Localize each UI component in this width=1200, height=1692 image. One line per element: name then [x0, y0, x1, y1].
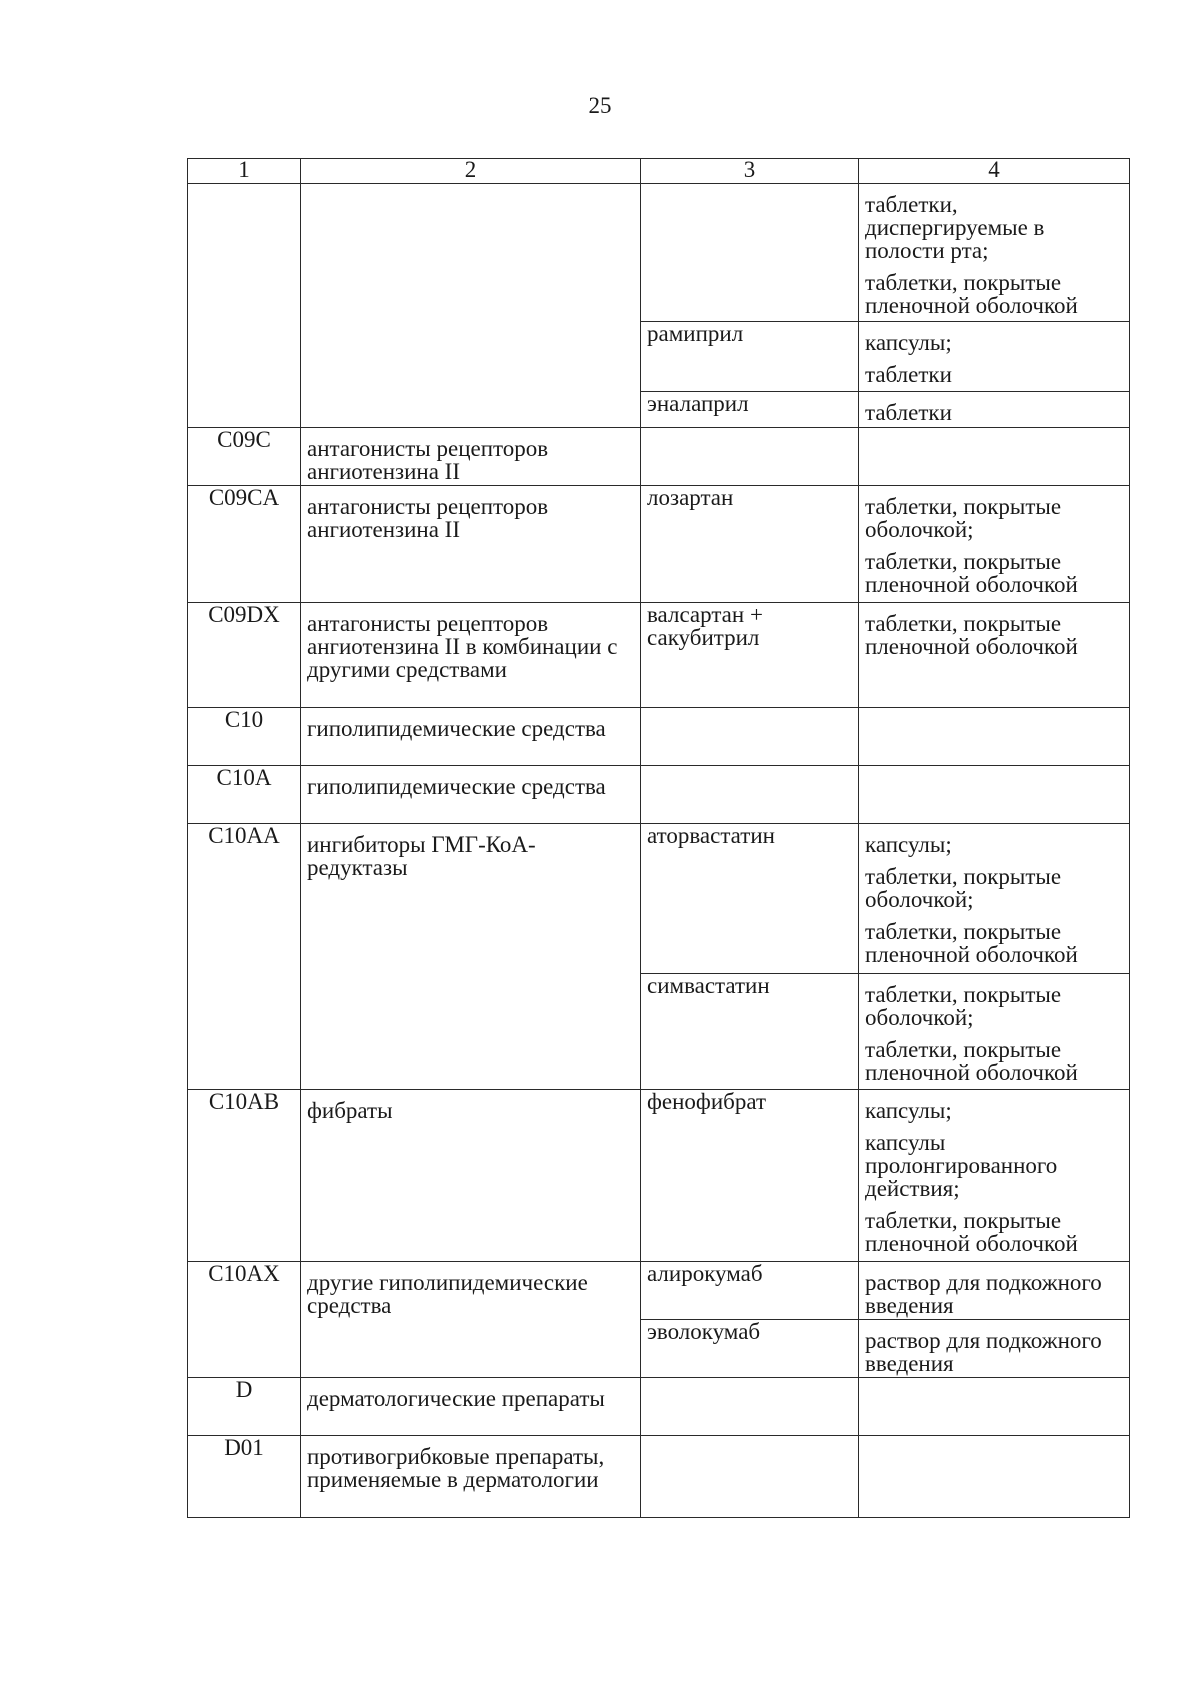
dosage-form: раствор для подкожного введения	[865, 1328, 1102, 1376]
dosage-forms-cell	[859, 1436, 1130, 1518]
atc-name-cell	[301, 766, 641, 824]
dosage-form: таблетки, покрытые пленочной оболочкой	[865, 919, 1078, 967]
atc-name: гиполипидемические средства	[307, 716, 606, 741]
column-header: 1	[188, 159, 301, 184]
inn-cell: аторвастатин	[641, 824, 859, 974]
dosage-forms-cell	[859, 1090, 1130, 1262]
table-row	[188, 1436, 1130, 1518]
dosage-forms-cell	[859, 392, 1130, 428]
atc-name-cell	[301, 1090, 641, 1262]
dosage-form: таблетки, покрытые оболочкой;	[865, 494, 1062, 542]
atc-name: дерматологические препараты	[307, 1386, 605, 1411]
dosage-form: таблетки, диспергируемые в полости рта;	[865, 192, 1045, 263]
atc-name-cell	[301, 428, 641, 486]
atc-code-cell: C09DX	[188, 603, 301, 708]
table-row	[188, 1090, 1130, 1262]
atc-name: гиполипидемические средства	[307, 774, 606, 799]
inn-cell	[641, 1436, 859, 1518]
inn-cell: алирокумаб	[641, 1262, 859, 1320]
dosage-forms-cell	[859, 824, 1130, 974]
inn-cell	[641, 1378, 859, 1436]
atc-name: другие гиполипидемические средства	[307, 1270, 588, 1318]
dosage-forms-cell	[859, 428, 1130, 486]
table-header-row	[188, 159, 1130, 184]
dosage-form: таблетки, покрытые пленочной оболочкой	[865, 270, 1078, 318]
column-header: 2	[301, 159, 641, 184]
atc-code-cell	[188, 184, 301, 428]
atc-name-cell	[301, 1378, 641, 1436]
table-row	[188, 708, 1130, 766]
inn-cell	[641, 708, 859, 766]
dosage-forms-cell	[859, 603, 1130, 708]
page-number: 25	[588, 93, 612, 118]
inn-cell: эволокумаб	[641, 1320, 859, 1378]
atc-name-cell	[301, 1262, 641, 1378]
dosage-forms-cell	[859, 184, 1130, 322]
atc-code-cell: C10AB	[188, 1090, 301, 1262]
dosage-forms-cell	[859, 1378, 1130, 1436]
dosage-form: таблетки, покрытые пленочной оболочкой	[865, 1037, 1078, 1085]
atc-name-cell	[301, 824, 641, 1090]
dosage-form: раствор для подкожного введения	[865, 1270, 1102, 1318]
atc-name: противогрибковые препараты, применяемые в дерматологии	[307, 1444, 605, 1492]
atc-code-cell: C10	[188, 708, 301, 766]
table-row	[188, 1262, 1130, 1320]
dosage-form: капсулы;	[865, 832, 952, 857]
atc-code-cell: C10AA	[188, 824, 301, 1090]
inn-cell: эналаприл	[641, 392, 859, 428]
dosage-forms-cell	[859, 1262, 1130, 1320]
inn-cell	[641, 184, 859, 322]
table-row	[188, 184, 1130, 322]
atc-code-cell: C09CA	[188, 486, 301, 603]
atc-name: антагонисты рецепторов ангиотензина II в комбинации с другими средствами	[307, 611, 618, 682]
table-row	[188, 603, 1130, 708]
atc-name-cell	[301, 603, 641, 708]
table-row	[188, 486, 1130, 603]
dosage-forms-cell	[859, 766, 1130, 824]
table-row	[188, 824, 1130, 974]
dosage-form: капсулы;	[865, 1098, 952, 1123]
inn-cell: валсартан + сакубитрил	[641, 603, 859, 708]
dosage-forms-cell	[859, 486, 1130, 603]
table-row	[188, 766, 1130, 824]
atc-name-cell	[301, 1436, 641, 1518]
atc-name-cell	[301, 708, 641, 766]
drug-classification-table	[187, 158, 1130, 1518]
atc-code-cell: C10A	[188, 766, 301, 824]
dosage-form: капсулы;	[865, 330, 952, 355]
atc-code-cell: C10AX	[188, 1262, 301, 1378]
atc-name: фибраты	[307, 1098, 393, 1123]
dosage-forms-cell	[859, 322, 1130, 392]
inn-cell: симвастатин	[641, 974, 859, 1090]
inn-cell: рамиприл	[641, 322, 859, 392]
atc-code-cell: C09C	[188, 428, 301, 486]
dosage-form: таблетки, покрытые пленочной оболочкой	[865, 611, 1078, 659]
column-header: 4	[859, 159, 1130, 184]
dosage-forms-cell	[859, 1320, 1130, 1378]
dosage-form: таблетки, покрытые пленочной оболочкой	[865, 1208, 1078, 1256]
atc-name-cell	[301, 184, 641, 428]
dosage-form: таблетки, покрытые оболочкой;	[865, 864, 1062, 912]
atc-code-cell: D01	[188, 1436, 301, 1518]
atc-code-cell: D	[188, 1378, 301, 1436]
atc-name: антагонисты рецепторов ангиотензина II	[307, 494, 549, 542]
inn-cell	[641, 766, 859, 824]
dosage-form: таблетки, покрытые оболочкой;	[865, 982, 1062, 1030]
column-header: 3	[641, 159, 859, 184]
dosage-form: таблетки	[865, 400, 952, 425]
atc-name: ингибиторы ГМГ-КоА-редуктазы	[307, 832, 536, 880]
dosage-form: таблетки	[865, 362, 952, 387]
dosage-forms-cell	[859, 708, 1130, 766]
dosage-form: таблетки, покрытые пленочной оболочкой	[865, 549, 1078, 597]
table-row	[188, 1378, 1130, 1436]
inn-cell	[641, 428, 859, 486]
table-row	[188, 428, 1130, 486]
atc-name-cell	[301, 486, 641, 603]
inn-cell: лозартан	[641, 486, 859, 603]
inn-cell: фенофибрат	[641, 1090, 859, 1262]
dosage-forms-cell	[859, 974, 1130, 1090]
atc-name: антагонисты рецепторов ангиотензина II	[307, 436, 549, 484]
dosage-form: капсулы пролонгированного действия;	[865, 1130, 1058, 1201]
